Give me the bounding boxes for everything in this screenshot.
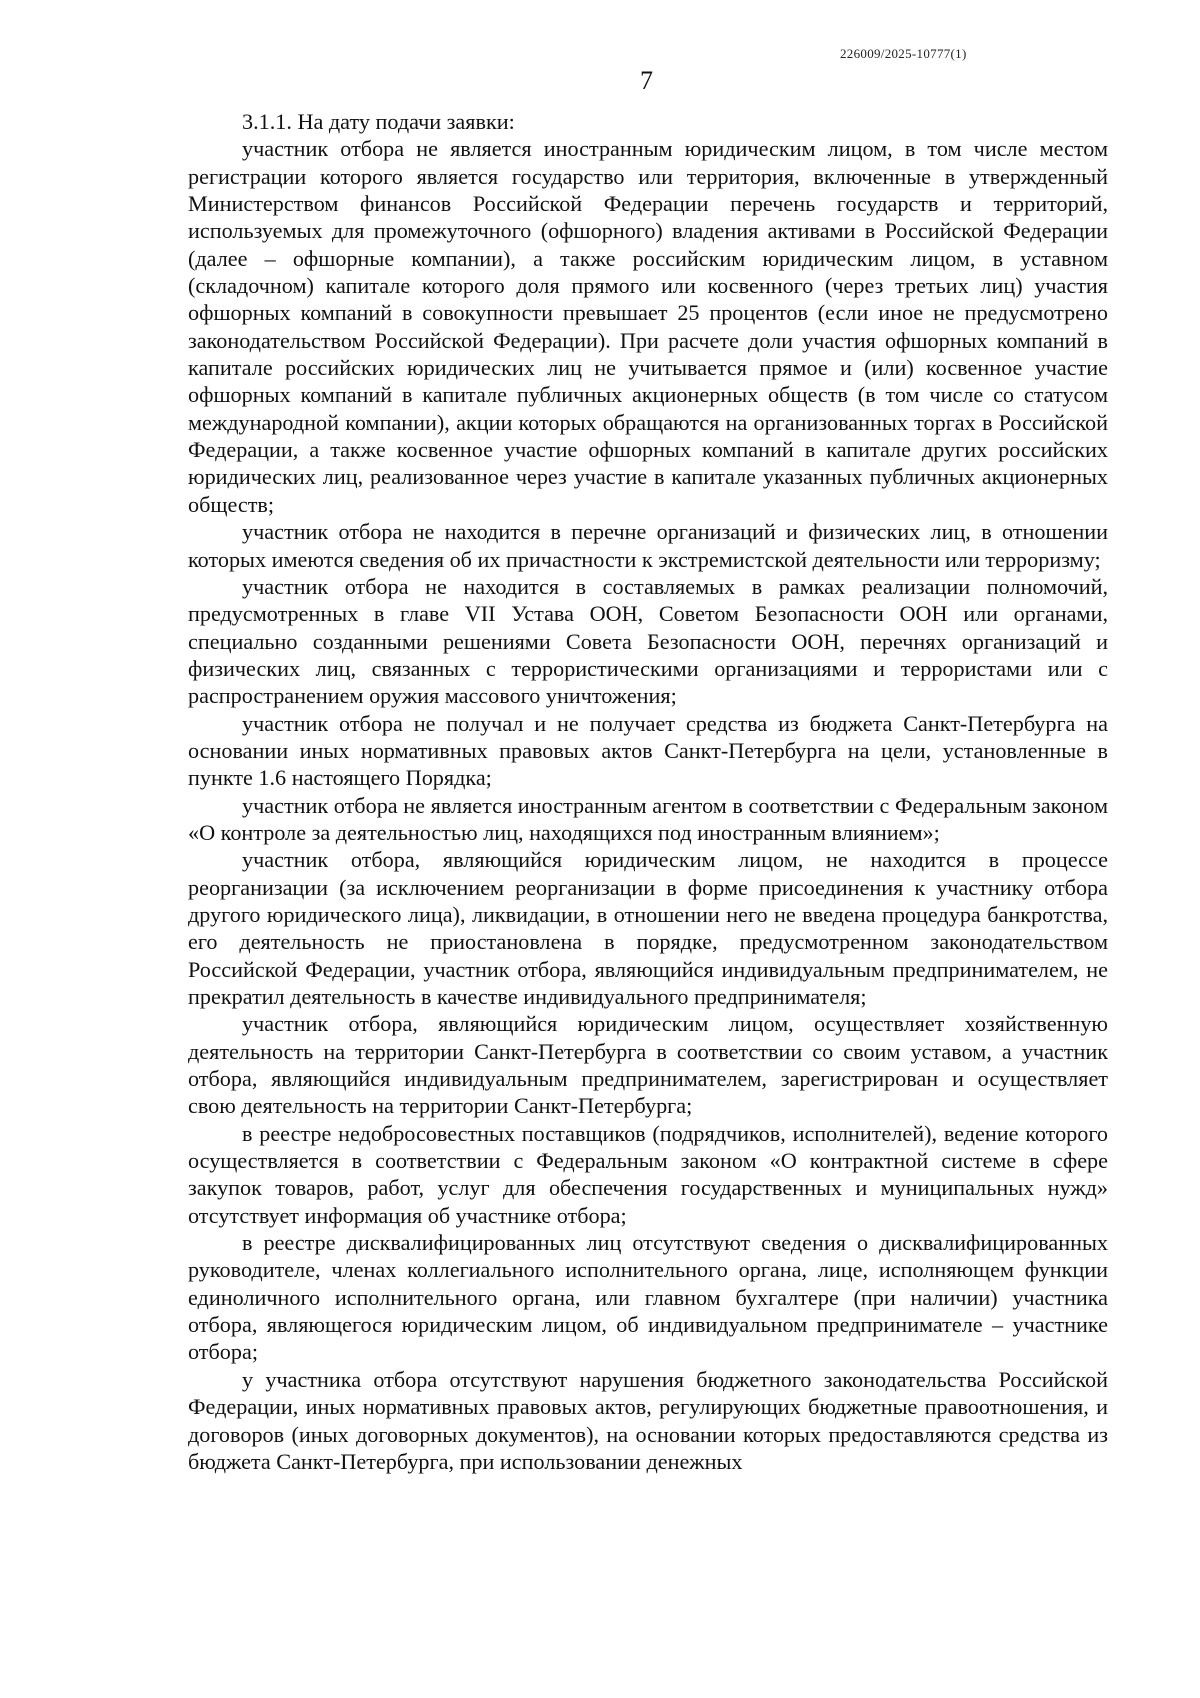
paragraph-un-lists: участник отбора не находится в составляемых в рамках реализации полномочий, предусмотренных в главе VII Устава ООН, Советом Безопасности ООН или органами, специально созданными решениями Совета Безопасности ООН, перечнях организаций и физических лиц, связанных с террористическими организациями и террористами или с распространением оружия массового уничтожения; (188, 573, 1108, 709)
document-registration-number: 226009/2025-10777(1) (840, 46, 967, 61)
paragraph-disqualified: в реестре дисквалифицированных лиц отсутствуют сведения о дисквалифицированных руководителе, членах коллегиального исполнительного органа, лице, исполняющем функции единоличного исполнительного органа, или главном бухгалтере (при наличии) участника отбора, являющегося юридическим лицом, об индивидуальном предпринимателе – участнике отбора; (188, 1230, 1108, 1365)
paragraph-budget-violations: у участника отбора отсутствуют нарушения бюджетного законодательства Российской Федерации, иных нормативных правовых актов, регулирующих бюджетные правоотношения, и договоров (иных договорных документов), на основании которых предоставляются средства из бюджета Санкт-Петербурга, при использовании денежных (188, 1366, 1108, 1474)
paragraph-budget-funds: участник отбора не получал и не получает средства из бюджета Санкт-Петербурга на основании иных нормативных правовых актов Санкт-Петербурга на цели, установленные в пункте 1.6 настоящего Порядка; (188, 710, 1108, 791)
paragraph-offshore: участник отбора не является иностранным юридическим лицом, в том числе местом регистрации которого является государство или территория, включенные в утвержденный Министерством финансов Российской Федерации перечень государств и территорий, используемых для промежуточного (офшорного) владения активами в Российской Федерации (далее – офшорные компании), а также российским юридическим лицом, в уставном (складочном) капитале которого доля прямого или косвенного (через третьих лиц) участия офшорных компаний в совокупности превышает 25 процентов (если иное не предусмотрено законодательством Российской Федерации). При расчете доли участия офшорных компаний в капитале российских юридических лиц не учитывается прямое и (или) косвенное участие офшорных компаний в капитале публичных акционерных обществ (в том числе со статусом международной компании), акции которых обращаются на организованных торгах в Российской Федерации, а также косвенное участие офшорных компаний в капитале других российских юридических лиц, реализованное через участие в капитале указанных публичных акционерных обществ; (188, 136, 1108, 517)
page-number: 7 (640, 66, 653, 95)
paragraph-foreign-agent: участник отбора не является иностранным агентом в соответствии с Федеральным законом «О контроле за деятельностью лиц, находящихся под иностранным влиянием»; (188, 792, 1108, 845)
paragraph-territory: участник отбора, являющийся юридическим лицом, осуществляет хозяйственную деятельность на территории Санкт-Петербурга в соответствии со своим уставом, а участник отбора, являющийся индивидуальным предпринимателем, зарегистрирован и осуществляет свою деятельность на территории Санкт-Петербурга; (188, 1011, 1108, 1119)
paragraph-reorganization: участник отбора, являющийся юридическим лицом, не находится в процессе реорганизации (за исключением реорганизации в форме присоединения к участнику отбора другого юридического лица), ликвидации, в отношении него не введена процедура банкротства, его деятельность не приостановлена в порядке, предусмотренном законодательством Российской Федерации, участник отбора, являющийся индивидуальным предпринимателем, не прекратил деятельность в качестве индивидуального предпринимателя; (188, 847, 1108, 1009)
document-body (188, 108, 1108, 1475)
paragraph-extremism: участник отбора не находится в перечне организаций и физических лиц, в отношении которых имеются сведения об их причастности к экстремистской деятельности или терроризму; (188, 519, 1108, 572)
paragraph-unfair-suppliers: в реестре недобросовестных поставщиков (подрядчиков, исполнителей), ведение которого осуществляется в соответствии с Федеральным законом «О контрактной системе в сфере закупок товаров, работ, услуг для обеспечения государственных и муниципальных нужд» отсутствует информация об участнике отбора; (188, 1120, 1108, 1228)
clause-heading: 3.1.1. На дату подачи заявки: (242, 109, 515, 134)
